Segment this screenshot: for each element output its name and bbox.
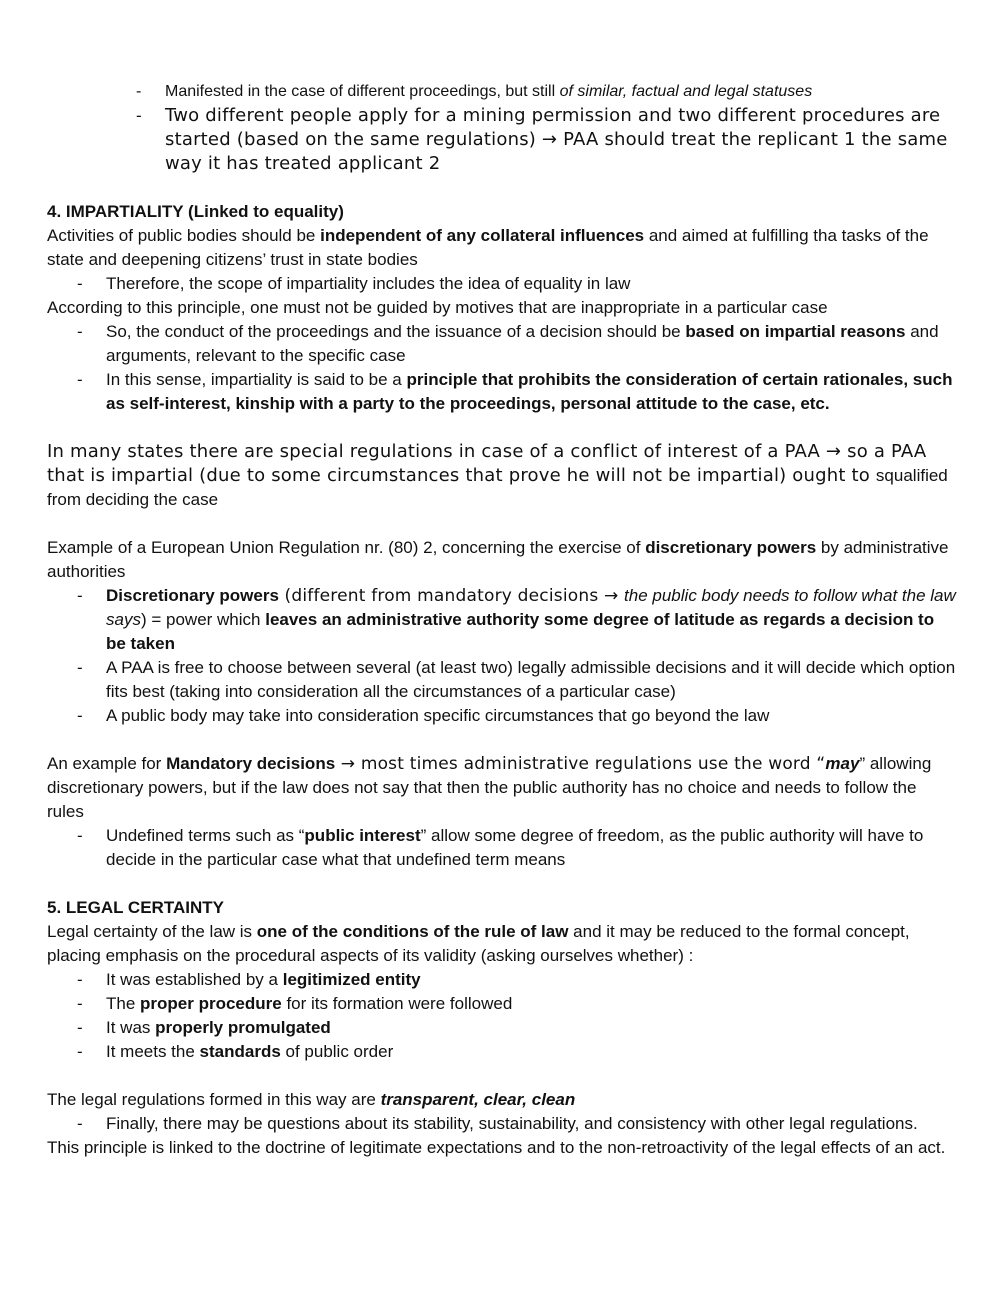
paragraph (47, 536, 957, 584)
text: and aimed at fulfilling tha tasks of the state and deepening citizens’ trust in state bodies (47, 226, 929, 269)
text-bold: public interest (304, 826, 421, 845)
text: ” allow some degree of freedom, as the public authority will have to decide in the particular case what that undefined term means (106, 826, 924, 869)
text: allowing discretionary powers, but if the law does not say that then the public authority has no choice and needs to follow the rules (47, 754, 932, 821)
text-bold: Discretionary powers (106, 586, 279, 605)
list-item (106, 320, 957, 368)
text-bold-italic: transparent, clear, clean (380, 1090, 576, 1109)
document-page (47, 80, 957, 1160)
text-bold: legitimized entity (282, 970, 421, 989)
text-bold: discretionary powers (645, 538, 817, 557)
paragraph (47, 920, 957, 968)
text: It meets the (106, 1042, 200, 1061)
intro-bullet-list (47, 80, 957, 176)
text: The (106, 994, 141, 1013)
paragraph (47, 440, 957, 512)
bullet-list (47, 1112, 957, 1136)
list-item (165, 80, 957, 104)
text: In many states there are special regulations in case of a conflict of interest of a PAA → so a PAA that is impartial (due to some circumstances that prove he will not be impartial) ought to (47, 441, 927, 486)
text: deciding the case (81, 490, 219, 509)
list-item (106, 968, 957, 992)
text: ” (859, 754, 866, 773)
text-italic: the public body needs to follow what the law says (106, 586, 956, 629)
list-item (106, 1016, 957, 1040)
paragraph (47, 752, 957, 824)
bullet-text: Therefore, the scope of impartiality includes the idea of equality in law (106, 274, 631, 293)
text: Legal certainty of the law is (47, 922, 257, 941)
list-item (106, 272, 957, 296)
paragraph (47, 1088, 957, 1112)
text: and it may be reduced to the formal concept, placing emphasis on the procedural aspects of its validity (asking ourselves whether) : (47, 922, 910, 965)
list-item (106, 656, 957, 704)
paragraph: This principle is linked to the doctrine of legitimate expectations and to the non-retroactivity of the legal effects of an act. (47, 1138, 946, 1157)
bullet-list (47, 584, 957, 728)
text: by administrative authorities (47, 538, 949, 581)
list-item (106, 704, 957, 728)
text: Example of a European Union Regulation nr. (80) 2, concerning the exercise of (47, 538, 646, 557)
list-item (106, 1040, 957, 1064)
text-bold: Mandatory decisions (166, 754, 336, 773)
text-bold: properly promulgated (155, 1018, 331, 1037)
list-item (106, 584, 957, 656)
text: ) = power which (140, 610, 266, 629)
text-bold: based on impartial reasons (685, 322, 906, 341)
text: → most times administrative regulations use the word “ (335, 754, 826, 774)
list-item (106, 368, 957, 416)
bullet-list (47, 320, 957, 416)
list-item (165, 104, 957, 176)
text: An example for (47, 754, 167, 773)
bullet-text: Two different people apply for a mining permission and two different procedures are started (based on the same regulations) → PAA should treat the replicant 1 the same way it has treated applicant 2 (165, 105, 948, 174)
text: The legal regulations formed in this way are (47, 1090, 381, 1109)
text: (different from mandatory decisions → (278, 586, 625, 606)
list-item (106, 992, 957, 1016)
text: Undefined terms such as “ (106, 826, 305, 845)
bullet-text: Finally, there may be questions about its stability, sustainability, and consistency with other legal regulations. (106, 1114, 918, 1133)
bullet-text: A PAA is free to choose between several (at least two) legally admissible decisions and it will decide which option fits best (taking into consideration all the circumstances of a particular case) (106, 658, 956, 701)
text-bold: one of the conditions of the rule of law (256, 922, 569, 941)
paragraph (47, 224, 957, 272)
text-bold: proper procedure (140, 994, 282, 1013)
bullet-text: Manifested in the case of different proceedings, but still (165, 83, 560, 100)
bullet-list (47, 824, 957, 872)
text: for its formation were followed (281, 994, 513, 1013)
text-bold-italic: may (825, 754, 860, 773)
bullet-list (47, 272, 957, 296)
paragraph: According to this principle, one must not be guided by motives that are inappropriate in a particular case (47, 298, 828, 317)
section-heading-legal-certainty: 5. LEGAL CERTAINTY (47, 898, 224, 917)
list-item (106, 824, 957, 872)
bullet-list (47, 968, 957, 1064)
bullet-text: A public body may take into consideration specific circumstances that go beyond the law (106, 706, 770, 725)
text: In this sense, impartiality is said to be a (106, 370, 407, 389)
text-bold: independent of any collateral influences (320, 226, 645, 245)
text-bold: principle that prohibits the consideration of certain rationales, such as self-interest, kinship with a party to the proceedings, personal attitude to the case, etc. (106, 370, 953, 413)
text: So, the conduct of the proceedings and the issuance of a decision should be (106, 322, 686, 341)
list-item (106, 1112, 957, 1136)
text: and arguments, relevant to the specific case (106, 322, 939, 365)
text: Activities of public bodies should be (47, 226, 321, 245)
text: of public order (280, 1042, 394, 1061)
text-bold: standards (199, 1042, 281, 1061)
text-bold: leaves an administrative authority some degree of latitude as regards a decision to be taken (106, 610, 935, 653)
text: It was established by a (106, 970, 283, 989)
text: It was (106, 1018, 156, 1037)
text: squalified from (47, 466, 948, 509)
section-heading-impartiality: 4. IMPARTIALITY (Linked to equality) (47, 202, 344, 221)
bullet-text-italic: of similar, factual and legal statuses (559, 83, 813, 100)
